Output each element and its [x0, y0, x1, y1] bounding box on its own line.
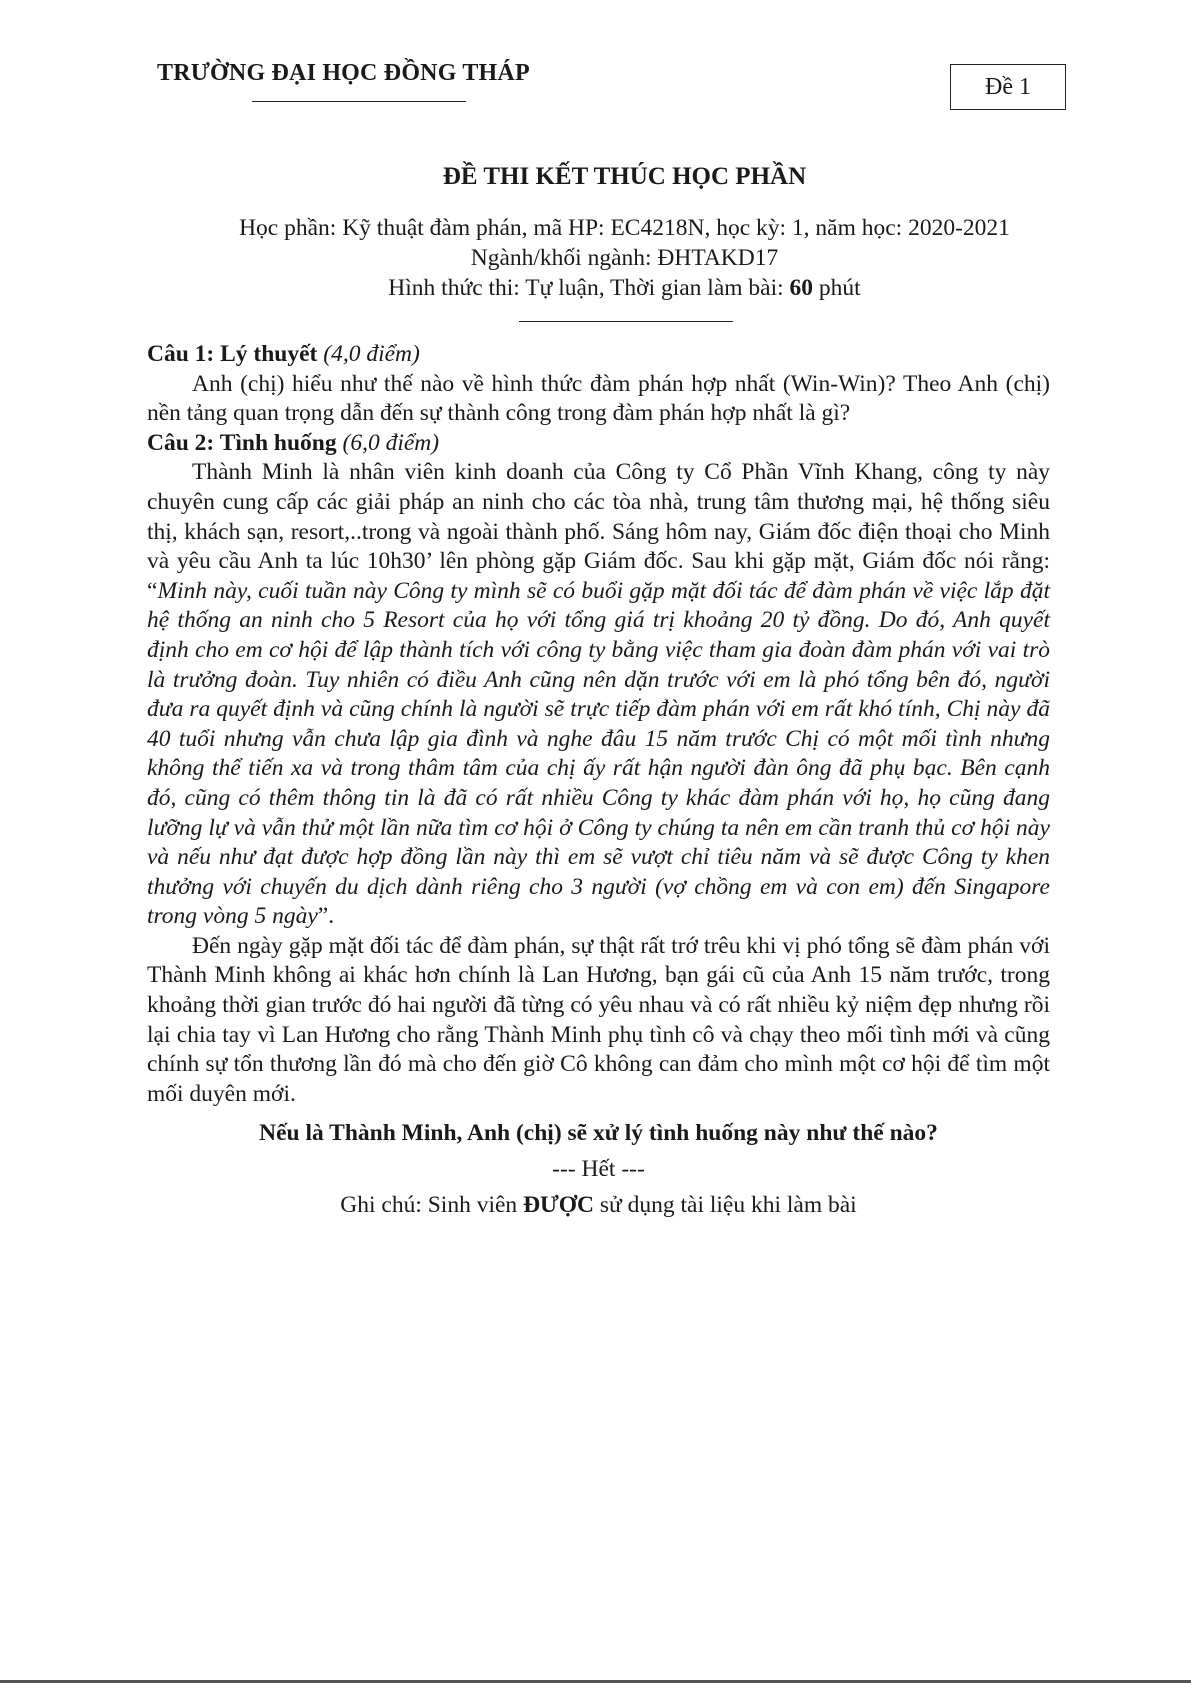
question-2-points: (6,0 điểm) — [342, 429, 440, 456]
scenario-intro: Thành Minh là nhân viên kinh doanh của Công ty Cổ Phần Vĩnh Khang, công ty này chuyên cung cấp các giải pháp an ninh cho các tòa nhà, trung tâm thương mại, hệ thống siêu thị, khách sạn, resort,..trong và ngoài thành phố. Sáng hôm nay, Giám đốc điện thoại cho Minh và yêu cầu Anh ta lúc 10h30’ lên phòng gặp Giám đốc. Sau khi gặp mặt, Giám đốc nói rằng: “ — [147, 459, 1050, 604]
director-quote: Minh này, cuối tuần này Công ty mình sẽ có buổi gặp mặt đối tác để đàm phán về việc lắp đặt hệ thống an ninh cho 5 Resort của họ với tổng giá trị khoảng 20 tỷ đồng. Do đó, Anh quyết định cho em cơ hội để lập thành tích với công ty bằng việc tham gia đoàn đàm phán với vai trò là trưởng đoàn. Tuy nhiên có điều Anh cũng nên dặn trước với em là phó tổng bên đó, người đưa ra quyết định và cũng chính là người sẽ trực tiếp đàm phán với em rất khó tính, Chị này đã 40 tuổi nhưng vẫn chưa lập gia đình và nghe đâu 15 năm trước Chị có một mối tình nhưng không thể tiến xa và trong thâm tâm của chị ấy rất hận người đàn ông đã phụ bạc. Bên cạnh đó, cũng có thêm thông tin là đã có rất nhiều Công ty khác đàm phán với họ, họ cũng đang lưỡng lự và vẫn thử một lần nữa tìm cơ hội ở Công ty chúng ta nên em cần tranh thủ cơ hội này và nếu như đạt được hợp đồng lần này thì em sẽ vượt chỉ tiêu năm và sẽ được Công ty khen thưởng với chuyến du dịch dành riêng cho 3 người (vợ chồng em và con em) đến Singapore trong vòng 5 ngày — [147, 577, 1050, 930]
exam-content — [147, 340, 1050, 1220]
note-emphasis: ĐƯỢC — [523, 1191, 594, 1218]
major-info: Ngành/khối ngành: ĐHTAKD17 — [470, 245, 779, 271]
quote-close: ”. — [317, 903, 335, 930]
exam-format-info — [0, 275, 1191, 302]
exam-format-prefix: Hình thức thi: Tự luận, Thời gian làm bài: — [388, 275, 790, 301]
footer-note — [147, 1191, 1050, 1221]
note-prefix: Ghi chú: Sinh viên — [340, 1191, 524, 1218]
question-1-text: Anh (chị) hiểu như thế nào về hình thức đàm phán hợp nhất (Win-Win)? Theo Anh (chị) nền tảng quan trọng dẫn đến sự thành công trong đàm phán hợp nhất là gì? — [147, 370, 1050, 427]
exam-title: ĐỀ THI KẾT THÚC HỌC PHẦN — [442, 163, 807, 190]
scenario-paragraph-2: Đến ngày gặp mặt đối tác để đàm phán, sự thật rất trớ trêu khi vị phó tổng sẽ đàm phán với Thành Minh không ai khác hơn chính là Lan Hương, bạn gái cũ của Anh 15 năm trước, trong khoảng thời gian trước đó hai người đã từng có yêu nhau và có rất nhiều kỷ niệm đẹp nhưng rồi lại chia tay vì Lan Hương cho rằng Thành Minh phụ tình cô và chạy theo mối tình mới và cũng chính sự tổn thương lần đó mà cho đến giờ Cô không can đảm cho mình một cơ hội để tìm một mối duyên mới. — [147, 932, 1050, 1107]
question-2-label: Câu 2: Tình huống — [147, 429, 337, 456]
end-marker: --- Hết --- — [552, 1156, 645, 1183]
question-2-heading — [147, 429, 1050, 459]
scenario-paragraph-1 — [147, 458, 1050, 932]
question-1-points: (4,0 điểm) — [323, 341, 420, 367]
title-divider — [519, 321, 733, 322]
school-name: TRƯỜNG ĐẠI HỌC ĐỒNG THÁP — [157, 60, 530, 86]
exam-duration: 60 — [789, 275, 814, 301]
question-2-prompt: Nếu là Thành Minh, Anh (chị) sẽ xử lý tình huống này như thế nào? — [259, 1120, 938, 1147]
exam-code-box — [950, 64, 1066, 110]
course-info: Học phần: Kỹ thuật đàm phán, mã HP: EC4218N, học kỳ: 1, năm học: 2020-2021 — [239, 215, 1010, 241]
school-underline — [252, 101, 466, 102]
question-1-heading — [147, 340, 1050, 370]
exam-code: Đề 1 — [985, 73, 1031, 100]
question-1-label: Câu 1: Lý thuyết — [147, 341, 318, 367]
exam-duration-unit: phút — [813, 275, 861, 301]
note-suffix: sử dụng tài liệu khi làm bài — [594, 1191, 857, 1218]
